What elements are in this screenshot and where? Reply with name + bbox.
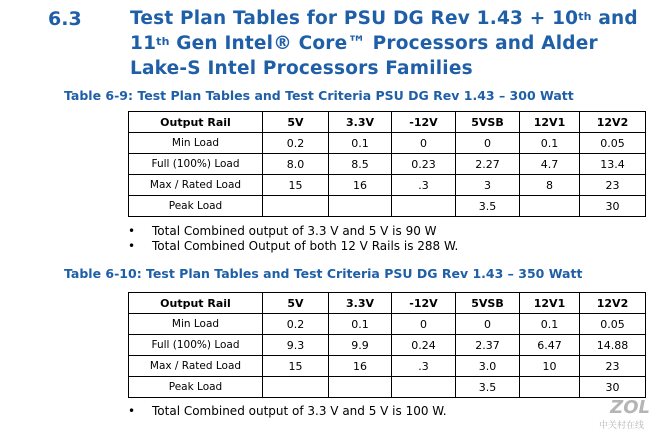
header-cell: 12V2: [580, 112, 646, 133]
table-cell: 0: [392, 314, 456, 335]
header-cell: 3.3V: [329, 112, 392, 133]
table-cell: [392, 377, 456, 398]
table-cell: 30: [580, 196, 646, 217]
header-cell: 12V2: [580, 293, 646, 314]
table-cell: 6.47: [520, 335, 580, 356]
table-cell: .3: [392, 356, 456, 377]
table-cell: 23: [580, 175, 646, 196]
table-header-row: [129, 293, 646, 314]
table-cell: 0: [456, 314, 520, 335]
table-cell: 8: [520, 175, 580, 196]
header-cell: -12V: [392, 112, 456, 133]
table-header-row: [129, 112, 646, 133]
header-cell: 12V1: [520, 112, 580, 133]
row-label: Max / Rated Load: [129, 356, 263, 377]
table-cell: 3: [456, 175, 520, 196]
table-cell: [263, 377, 329, 398]
table-cell: 8.5: [329, 154, 392, 175]
table-cell: 0.05: [580, 133, 646, 154]
header-cell: 12V1: [520, 293, 580, 314]
table-row: [129, 154, 646, 175]
table-cell: 3.5: [456, 377, 520, 398]
table-cell: 0: [456, 133, 520, 154]
table-row: [129, 314, 646, 335]
list-item: • Total Combined output of 3.3 V and 5 V is 90 W: [128, 224, 437, 238]
table-cell: 4.7: [520, 154, 580, 175]
table-300w: [128, 111, 646, 217]
section-title: [130, 6, 650, 81]
table-cell: 0.23: [392, 154, 456, 175]
title-part: and: [591, 8, 638, 29]
header-cell: Output Rail: [129, 112, 263, 133]
table-cell: 0.24: [392, 335, 456, 356]
note-text: Total Combined output of 3.3 V and 5 V is 100 W.: [152, 404, 447, 418]
row-label: Min Load: [129, 314, 263, 335]
table-cell: 0.05: [580, 314, 646, 335]
table-cell: 10: [520, 356, 580, 377]
table-caption-350w: Table 6-10: Test Plan Tables and Test Criteria PSU DG Rev 1.43 – 350 Watt: [64, 266, 583, 281]
title-sup: th: [578, 10, 592, 23]
table-row: [129, 335, 646, 356]
title-part: Gen Intel® Core™ Processors and Alder: [169, 33, 598, 54]
table-cell: [520, 377, 580, 398]
table-row: [129, 133, 646, 154]
table-cell: 0.1: [329, 133, 392, 154]
table-cell: 0.1: [520, 314, 580, 335]
table-cell: 2.27: [456, 154, 520, 175]
table-cell: 16: [329, 175, 392, 196]
row-label: Max / Rated Load: [129, 175, 263, 196]
notes-300w: [128, 224, 458, 254]
header-cell: 5V: [263, 293, 329, 314]
table-cell: 0: [392, 133, 456, 154]
table-cell: 0.1: [329, 314, 392, 335]
note-text: Total Combined output of 3.3 V and 5 V is 90 W: [152, 224, 437, 238]
table-row: [129, 356, 646, 377]
title-part: 11: [130, 33, 157, 54]
table-cell: 3.5: [456, 196, 520, 217]
row-label: Peak Load: [129, 377, 263, 398]
table-cell: 9.9: [329, 335, 392, 356]
table-cell: 15: [263, 356, 329, 377]
note-text: Total Combined Output of both 12 V Rails is 288 W.: [152, 239, 459, 253]
table-row: [129, 175, 646, 196]
table-cell: [392, 196, 456, 217]
title-sup: th: [156, 35, 170, 48]
table-cell: 0.2: [263, 314, 329, 335]
table-cell: [263, 196, 329, 217]
table-cell: 9.3: [263, 335, 329, 356]
row-label: Full (100%) Load: [129, 335, 263, 356]
section-number: 6.3: [48, 8, 82, 30]
header-cell: 5V: [263, 112, 329, 133]
row-label: Min Load: [129, 133, 263, 154]
watermark-text: 中关村在线: [598, 421, 644, 431]
table-cell: 14.88: [580, 335, 646, 356]
table-cell: [329, 196, 392, 217]
watermark-logo: ZOL: [610, 397, 650, 418]
header-cell: 5VSB: [456, 112, 520, 133]
notes-350w: [128, 404, 447, 419]
table-cell: [520, 196, 580, 217]
table-row: [129, 377, 646, 398]
row-label: Full (100%) Load: [129, 154, 263, 175]
row-label: Peak Load: [129, 196, 263, 217]
table-cell: 0.2: [263, 133, 329, 154]
table-cell: 30: [580, 377, 646, 398]
header-cell: Output Rail: [129, 293, 263, 314]
header-cell: 3.3V: [329, 293, 392, 314]
header-cell: 5VSB: [456, 293, 520, 314]
table-cell: 3.0: [456, 356, 520, 377]
list-item: • Total Combined Output of both 12 V Rails is 288 W.: [128, 239, 459, 253]
table-cell: .3: [392, 175, 456, 196]
title-part: Test Plan Tables for PSU DG Rev 1.43 + 10: [130, 8, 579, 29]
table-cell: 16: [329, 356, 392, 377]
header-cell: -12V: [392, 293, 456, 314]
table-cell: [329, 377, 392, 398]
table-cell: 23: [580, 356, 646, 377]
table-cell: 15: [263, 175, 329, 196]
table-cell: 0.1: [520, 133, 580, 154]
table-cell: 8.0: [263, 154, 329, 175]
table-caption-300w: Table 6-9: Test Plan Tables and Test Criteria PSU DG Rev 1.43 – 300 Watt: [64, 88, 574, 103]
table-cell: 2.37: [456, 335, 520, 356]
list-item: • Total Combined output of 3.3 V and 5 V is 100 W.: [128, 404, 447, 418]
table-cell: 13.4: [580, 154, 646, 175]
title-part: Lake-S Intel Processors Families: [130, 58, 473, 79]
table-row: [129, 196, 646, 217]
table-350w: [128, 292, 646, 398]
